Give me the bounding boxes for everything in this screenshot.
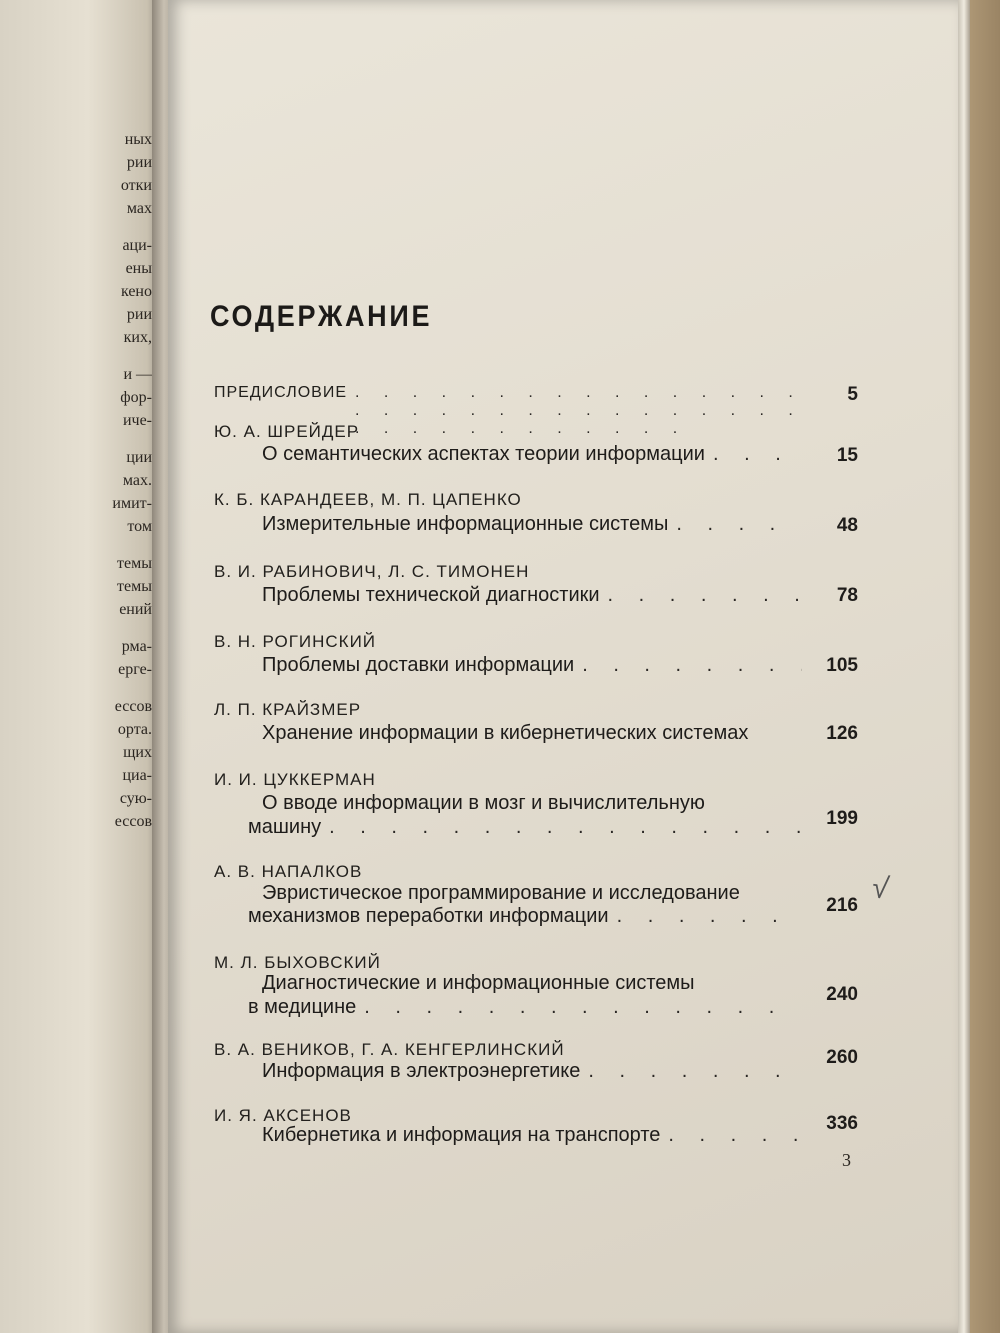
left-line: ений: [119, 601, 152, 618]
page-title: СОДЕРЖАНИЕ: [210, 300, 433, 333]
entry-title-continued: [248, 816, 800, 839]
entry-title: [262, 584, 802, 607]
folio-page-number: 3: [842, 1150, 851, 1170]
leader-dots: [668, 1124, 802, 1147]
page-number: 15: [836, 445, 858, 466]
left-line: орта.: [117, 721, 152, 738]
leader-dots: [364, 996, 800, 1019]
entry-title-text: Измерительные информационные системы: [262, 513, 669, 535]
leader-dots: [676, 513, 802, 536]
page-number: 260: [826, 1047, 858, 1068]
left-line: имит-: [112, 495, 152, 512]
left-line: фор-: [120, 389, 152, 406]
entry-title-text: О семантических аспектах теории информации: [262, 443, 705, 465]
entry-title: [262, 513, 802, 536]
left-line: ких,: [123, 329, 152, 346]
entry-title: [262, 882, 802, 905]
page-number: 240: [826, 984, 858, 1005]
entry-title: [262, 1060, 802, 1083]
leader-dots: [329, 816, 800, 839]
leader-dots: [588, 1060, 802, 1083]
page-number: 126: [826, 723, 858, 744]
entry-title-text: механизмов переработки информации: [248, 905, 609, 927]
page-number: 48: [836, 515, 858, 536]
leader-dots: [355, 384, 804, 438]
entry-title: [262, 443, 802, 466]
preface-title: ПРЕДИСЛОВИЕ: [214, 384, 347, 401]
entry-author: К. Б. КАРАНДЕЕВ, М. П. ЦАПЕНКО: [214, 490, 522, 509]
left-line: и —: [123, 366, 152, 383]
entry-title-text: Кибернетика и информация на транспорте: [262, 1124, 661, 1146]
page-number: 78: [836, 585, 858, 606]
entry-title-text: Проблемы технической диагностики: [262, 584, 600, 606]
entry-author: А. В. НАПАЛКОВ: [214, 862, 363, 881]
entry-title: [262, 792, 802, 815]
left-line: кено: [120, 283, 152, 300]
entry-author: М. Л. БЫХОВСКИЙ: [214, 953, 381, 972]
page-number: 199: [826, 808, 858, 829]
entry-author: В. Н. РОГИНСКИЙ: [214, 632, 377, 651]
left-line: отки: [120, 177, 152, 194]
left-line: ессов: [114, 698, 152, 715]
left-line: темы: [117, 578, 152, 595]
left-line: аци-: [122, 237, 152, 254]
left-line: рии: [126, 306, 152, 323]
page-number: 336: [826, 1113, 858, 1134]
left-line: циа-: [122, 767, 152, 784]
entry-title-text: машину: [248, 816, 322, 838]
left-line: щих: [123, 744, 152, 761]
entry-author: И. Я. АКСЕНОВ: [214, 1106, 352, 1125]
entry-title-text: Эвристическое программирование и исследование: [262, 882, 740, 904]
left-line: ичe-: [122, 412, 152, 429]
leader-dots: [608, 584, 802, 607]
entry-title-text: Хранение информации в кибернетических системах: [262, 722, 749, 744]
left-line: ерге-: [118, 661, 152, 678]
left-line: ены: [125, 260, 152, 277]
entry-title: [262, 1124, 802, 1147]
entry-title-text: Диагностические и информационные системы: [262, 972, 695, 994]
entry-title: [262, 972, 802, 995]
entry-title-continued: [248, 996, 800, 1019]
pencil-check-mark: √: [869, 871, 891, 906]
left-line: мах.: [122, 472, 152, 489]
entry-author: В. А. ВЕНИКОВ, Г. А. КЕНГЕРЛИНСКИЙ: [214, 1040, 565, 1059]
left-line: темы: [117, 555, 152, 572]
leader-dots: [617, 905, 800, 928]
entry-title-continued: [248, 905, 800, 928]
left-line: рии: [126, 154, 152, 171]
leader-dots: [582, 654, 802, 677]
page-number: 5: [847, 384, 858, 405]
entry-author: В. И. РАБИНОВИЧ, Л. С. ТИМОНЕН: [214, 562, 530, 581]
page-number: 216: [826, 895, 858, 916]
page-number: 105: [826, 655, 858, 676]
entry-author: Л. П. КРАЙЗМЕР: [214, 700, 362, 719]
left-line: ции: [126, 449, 152, 466]
left-line: рма-: [121, 638, 152, 655]
entry-title: [262, 654, 802, 677]
left-line: том: [127, 518, 152, 535]
entry-title-text: О вводе информации в мозг и вычислительную: [262, 792, 705, 814]
leader-dots: [713, 443, 802, 466]
entry-title: [262, 722, 802, 745]
left-line: мах: [126, 200, 152, 217]
entry-author: Ю. А. ШРЕЙДЕР: [214, 422, 360, 441]
entry-author: И. И. ЦУККЕРМАН: [214, 770, 376, 789]
left-line: сую-: [119, 790, 152, 807]
left-line: ессов: [114, 813, 152, 830]
entry-title-text: Информация в электроэнергетике: [262, 1060, 581, 1082]
left-line: ных: [124, 131, 152, 148]
entry-title-text: в медицине: [248, 996, 357, 1018]
entry-title-text: Проблемы доставки информации: [262, 654, 575, 676]
